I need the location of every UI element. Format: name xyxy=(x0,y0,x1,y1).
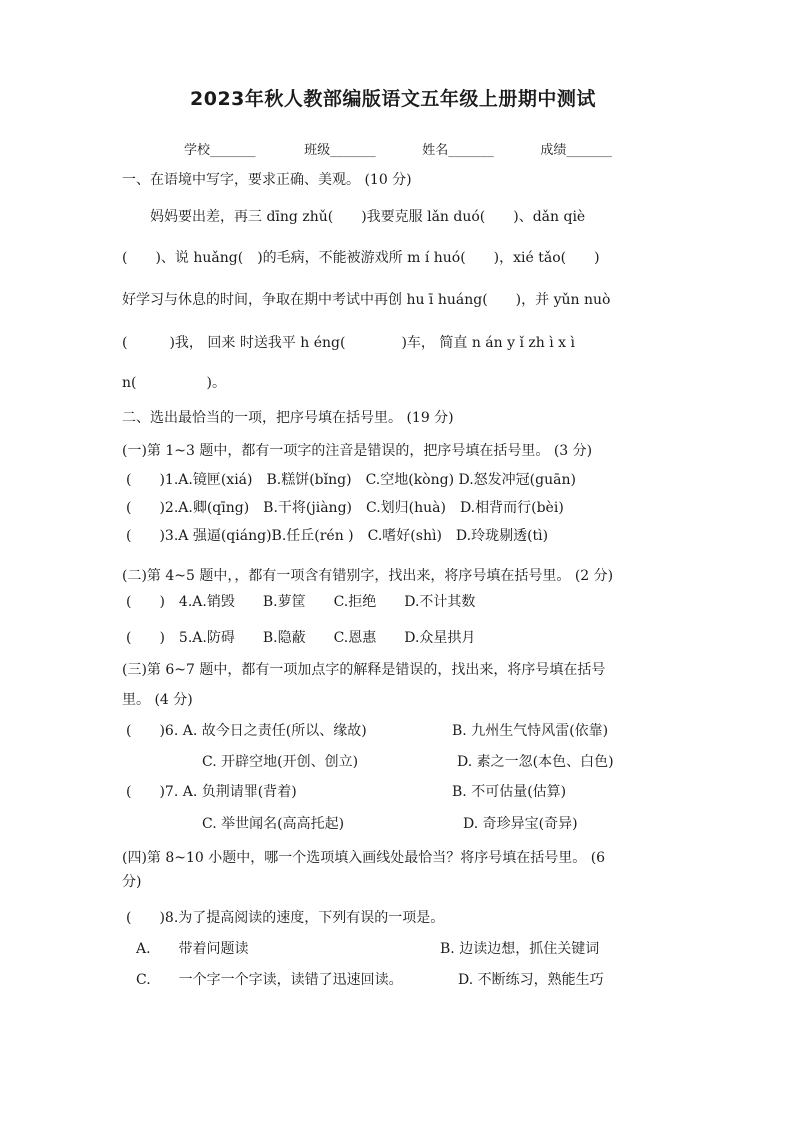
question-item: ( )7. A. 负荆请罪(背着) xyxy=(126,784,297,800)
question-item: ( )1.A.镜匣(xiá) B.糕饼(bǐng) C.空地(kòng) D.怒发冲冠(guān) xyxy=(126,472,576,488)
option-item: C. 开辟空地(开创、创立) xyxy=(202,754,359,770)
text-line: ( )我， 回来 时送我平 h éng( )车， 简直 n án y ǐ zh ì x ì xyxy=(122,335,575,351)
section-2-heading: 二、选出最恰当的一项，把序号填在括号里。 (19 分) xyxy=(122,410,454,426)
text-line: ( )、说 huǎng( )的毛病，不能被游戏所 m í huó( )，xié tǎo( ) xyxy=(122,250,600,266)
subsection-heading: (二)第 4~5 题中，，都有一项含有错别字，找出来，将序号填在括号里。 (2 分) xyxy=(122,568,614,584)
question-item: ( ) 5.A.防碍 B.隐蔽 C.恩惠 D.众星拱月 xyxy=(126,630,476,646)
section-1-heading: 一、在语境中写字，要求正确、美观。 (10 分) xyxy=(122,172,412,188)
text-line: 里。 (4 分) xyxy=(122,692,193,708)
option-item: C. 举世闻名(高高托起) xyxy=(202,816,345,832)
text-line: n( )。 xyxy=(122,375,226,391)
score-field: 成绩_______ xyxy=(540,143,612,158)
option-item: D. 素之一忽(本色、白色) xyxy=(457,754,614,770)
option-item: D. 奇珍异宝(奇异) xyxy=(463,816,578,832)
option-item: B. 九州生气恃风雷(依靠) xyxy=(452,723,609,739)
question-item: ( )3.A 强逼(qiáng)B.任丘(rén ) C.嗜好(shì) D.玲珑剔透(tì) xyxy=(126,528,549,544)
text-line: 妈妈要出差，再三 dīng zhǔ( )我要克服 lǎn duó( )、dǎn qiè xyxy=(150,209,586,225)
question-item: ( )6. A. 故今日之责任(所以、缘故) xyxy=(126,723,367,739)
student-info xyxy=(184,141,612,161)
option-item: B. 边读边想，抓住关键词 xyxy=(440,941,600,957)
class-field: 班级_______ xyxy=(304,143,376,158)
school-field: 学校_______ xyxy=(184,143,256,158)
page-title: 2023年秋人教部编版语文五年级上册期中测试 xyxy=(190,88,596,110)
option-item: C. 一个字一个字读，读错了迅速回读。 xyxy=(136,972,403,988)
subsection-heading: (三)第 6~7 题中，都有一项加点字的解释是错误的，找出来，将序号填在括号 xyxy=(122,662,606,678)
option-item: A. 带着问题读 xyxy=(136,941,249,957)
question-item: ( )2.A.卿(qīng) B.干将(jiàng) C.划归(huà) D.相背而行(bèi) xyxy=(126,500,564,516)
subsection-heading: (四)第 8~10 小题中，哪一个选项填入画线处最恰当？将序号填在括号里。 (6 xyxy=(122,850,606,866)
option-item: D. 不断练习，熟能生巧 xyxy=(458,972,604,988)
option-item: B. 不可估量(估算) xyxy=(452,784,567,800)
question-item: ( )8.为了提高阅读的速度，下列有误的一项是。 xyxy=(126,910,445,926)
subsection-heading: (一)第 1~3 题中，都有一项字的注音是错误的，把序号填在括号里。 (3 分) xyxy=(122,443,593,459)
question-item: ( ) 4.A.销毁 B.萝筐 C.拒绝 D.不计其数 xyxy=(126,594,476,610)
text-line: 好学习与休息的时间，争取在期中考试中再创 hu ī huáng( )，并 yǔn nuò xyxy=(122,292,611,308)
name-field: 姓名_______ xyxy=(422,143,494,158)
text-line: 分) xyxy=(122,874,142,890)
